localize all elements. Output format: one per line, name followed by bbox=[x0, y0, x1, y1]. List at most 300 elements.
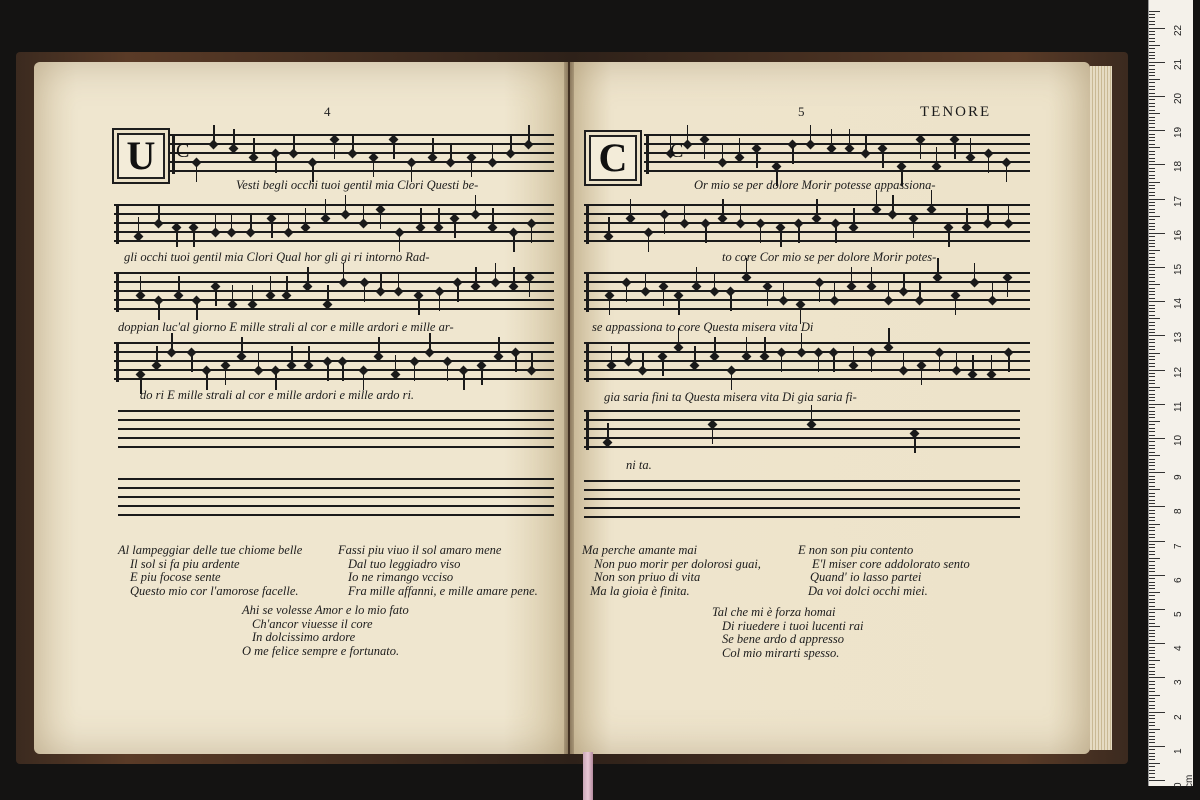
ruler-tick bbox=[1149, 140, 1155, 141]
note-stem bbox=[705, 225, 707, 243]
ruler-tick bbox=[1149, 729, 1160, 730]
music-staff bbox=[584, 480, 1020, 520]
note-stem bbox=[966, 208, 968, 226]
ruler-tick bbox=[1149, 291, 1155, 292]
note-stem bbox=[730, 293, 732, 311]
note-stem bbox=[664, 216, 666, 234]
ruler-tick bbox=[1149, 558, 1160, 559]
ruler-tick bbox=[1149, 766, 1155, 767]
ruler-tick bbox=[1149, 770, 1155, 771]
ruler-tick bbox=[1149, 746, 1165, 747]
ruler-tick bbox=[1149, 69, 1155, 70]
note-stem bbox=[399, 234, 401, 252]
ruler-tick bbox=[1149, 424, 1155, 425]
note-stem bbox=[515, 354, 517, 372]
ruler-tick bbox=[1149, 606, 1155, 607]
note-stem bbox=[818, 354, 820, 372]
music-staff bbox=[118, 478, 554, 518]
verse-line: In dolcissimo ardore bbox=[252, 630, 356, 644]
ruler-label: 6 bbox=[1173, 577, 1184, 583]
ruler-tick bbox=[1149, 753, 1155, 754]
ruler-tick bbox=[1149, 229, 1155, 230]
staff-line bbox=[170, 143, 554, 145]
note-stem bbox=[831, 129, 833, 147]
left-initial-letter bbox=[112, 128, 170, 184]
clef-mark bbox=[116, 204, 127, 244]
ruler-tick bbox=[1149, 161, 1155, 162]
note-stem bbox=[849, 129, 851, 147]
ruler-tick bbox=[1149, 588, 1155, 589]
note-stem bbox=[140, 276, 142, 294]
ruler-tick bbox=[1149, 219, 1155, 220]
ruler-tick bbox=[1149, 58, 1155, 59]
verse-line: Tal che mi è forza homai bbox=[712, 605, 836, 619]
ruler-tick bbox=[1149, 123, 1155, 124]
ruler-tick bbox=[1149, 647, 1155, 648]
ruler-tick bbox=[1149, 151, 1155, 152]
note-stem bbox=[191, 354, 193, 372]
ruler-tick bbox=[1149, 739, 1155, 740]
ruler-tick bbox=[1149, 31, 1155, 32]
ruler-tick bbox=[1149, 376, 1155, 377]
note-stem bbox=[380, 272, 382, 290]
note-stem bbox=[343, 263, 345, 281]
ruler-tick bbox=[1149, 452, 1155, 453]
note-stem bbox=[851, 267, 853, 285]
staff-line bbox=[584, 369, 1030, 371]
ruler-tick bbox=[1149, 267, 1165, 268]
note-stem bbox=[334, 141, 336, 159]
note-stem bbox=[378, 337, 380, 355]
music-staff bbox=[584, 410, 1020, 450]
running-head: TENORE bbox=[920, 104, 992, 120]
note-stem bbox=[531, 351, 533, 369]
note-stem bbox=[648, 234, 650, 252]
ruler-tick bbox=[1149, 99, 1155, 100]
staff-line bbox=[584, 351, 1030, 353]
note-stem bbox=[833, 354, 835, 372]
note-stem bbox=[792, 146, 794, 164]
ruler-tick bbox=[1149, 158, 1155, 159]
ruler-tick bbox=[1149, 332, 1155, 333]
note-stem bbox=[798, 225, 800, 243]
initial-letter-glyph: C bbox=[598, 135, 628, 180]
staff-line bbox=[114, 240, 554, 242]
note-stem bbox=[463, 372, 465, 390]
note-stem bbox=[196, 164, 198, 182]
ruler-tick bbox=[1149, 212, 1155, 213]
note-stem bbox=[888, 281, 890, 299]
ruler-tick bbox=[1149, 72, 1155, 73]
note-stem bbox=[974, 263, 976, 281]
initial-letter-glyph: U bbox=[126, 133, 156, 178]
music-staff bbox=[584, 272, 1030, 312]
left-page-number: 4 bbox=[324, 104, 331, 119]
note-stem bbox=[380, 211, 382, 229]
staff-line bbox=[114, 222, 554, 224]
ruler-tick bbox=[1149, 370, 1165, 371]
staff-line bbox=[118, 505, 554, 507]
ruler-tick bbox=[1149, 695, 1160, 696]
staff-line bbox=[584, 240, 1030, 242]
staff-line bbox=[584, 308, 1030, 310]
note-stem bbox=[495, 263, 497, 281]
ruler-tick bbox=[1149, 199, 1165, 200]
note-stem bbox=[308, 346, 310, 364]
ruler-tick bbox=[1149, 472, 1165, 473]
note-stem bbox=[352, 134, 354, 152]
note-stem bbox=[206, 372, 208, 390]
staff-line bbox=[584, 507, 1020, 509]
staff-line bbox=[170, 170, 554, 172]
ruler-tick bbox=[1149, 79, 1160, 80]
ruler-tick bbox=[1149, 240, 1155, 241]
ruler-tick bbox=[1149, 554, 1155, 555]
note-stem bbox=[286, 276, 288, 294]
ruler-tick bbox=[1149, 65, 1155, 66]
verse-line: Non son priuo di vita bbox=[594, 570, 701, 584]
note-stem bbox=[608, 217, 610, 235]
ruler-label: 20 bbox=[1173, 92, 1184, 104]
staff-line bbox=[584, 437, 1020, 439]
ruler-tick bbox=[1149, 250, 1160, 251]
clef-mark bbox=[116, 272, 127, 312]
ruler-tick bbox=[1149, 270, 1155, 271]
ruler-tick bbox=[1149, 209, 1155, 210]
note-stem bbox=[1008, 204, 1010, 222]
note-stem bbox=[816, 199, 818, 217]
staff-line bbox=[584, 480, 1020, 482]
measurement-ruler bbox=[1148, 0, 1193, 786]
ruler-tick bbox=[1149, 366, 1155, 367]
ruler-tick bbox=[1149, 192, 1155, 193]
note-stem bbox=[678, 297, 680, 315]
ruler-tick bbox=[1149, 120, 1155, 121]
note-stem bbox=[865, 134, 867, 152]
ruler-tick bbox=[1149, 513, 1155, 514]
ruler-label: 13 bbox=[1173, 332, 1184, 344]
staff-line bbox=[584, 516, 1020, 518]
ruler-tick bbox=[1149, 390, 1155, 391]
ruler-tick bbox=[1149, 45, 1160, 46]
note-stem bbox=[853, 346, 855, 364]
ruler-tick bbox=[1149, 650, 1155, 651]
staff-line bbox=[114, 272, 554, 274]
ruler-tick bbox=[1149, 182, 1160, 183]
note-stem bbox=[801, 333, 803, 351]
note-stem bbox=[992, 281, 994, 299]
ruler-tick bbox=[1149, 660, 1160, 661]
ruler-tick bbox=[1149, 318, 1160, 319]
ruler-tick bbox=[1149, 144, 1155, 145]
staff-line bbox=[118, 410, 554, 412]
note-stem bbox=[1008, 354, 1010, 372]
ruler-tick bbox=[1149, 681, 1155, 682]
ruler-tick bbox=[1149, 130, 1165, 131]
ruler-tick bbox=[1149, 431, 1155, 432]
ruler-tick bbox=[1149, 653, 1155, 654]
ruler-tick bbox=[1149, 24, 1155, 25]
staff-line bbox=[584, 446, 1020, 448]
ruler-tick bbox=[1149, 561, 1155, 562]
note-stem bbox=[609, 297, 611, 315]
ruler-tick bbox=[1149, 21, 1155, 22]
ruler-tick bbox=[1149, 701, 1155, 702]
note-stem bbox=[722, 199, 724, 217]
ruler-tick bbox=[1149, 223, 1155, 224]
staff-line bbox=[584, 222, 1030, 224]
note-stem bbox=[364, 284, 366, 302]
clef-mark bbox=[586, 342, 597, 382]
ruler-tick bbox=[1149, 691, 1155, 692]
ruler-tick bbox=[1149, 188, 1155, 189]
ruler-tick bbox=[1149, 756, 1155, 757]
note-stem bbox=[871, 354, 873, 372]
note-stem bbox=[939, 354, 941, 372]
ruler-tick bbox=[1149, 277, 1155, 278]
ruler-tick bbox=[1149, 749, 1155, 750]
note-stem bbox=[457, 284, 459, 302]
note-stem bbox=[291, 346, 293, 364]
staff-line bbox=[114, 231, 554, 233]
note-stem bbox=[138, 217, 140, 235]
ruler-tick bbox=[1149, 89, 1155, 90]
music-staff bbox=[118, 410, 554, 450]
ruler-tick bbox=[1149, 469, 1155, 470]
note-stem bbox=[432, 138, 434, 156]
ruler-tick bbox=[1149, 705, 1155, 706]
note-stem bbox=[327, 363, 329, 381]
ruler-tick bbox=[1149, 110, 1155, 111]
ruler-tick bbox=[1149, 311, 1155, 312]
ruler-tick bbox=[1149, 298, 1155, 299]
verse-stanza bbox=[798, 544, 970, 598]
ruler-tick bbox=[1149, 489, 1160, 490]
verse-line: Dal tuo leggiadro viso bbox=[348, 556, 461, 571]
note-stem bbox=[420, 208, 422, 226]
ruler-tick bbox=[1149, 780, 1165, 781]
ruler-tick bbox=[1149, 171, 1155, 172]
note-stem bbox=[919, 281, 921, 299]
staff-line bbox=[114, 369, 554, 371]
staff-line bbox=[114, 308, 554, 310]
ruler-tick bbox=[1149, 671, 1155, 672]
ruler-tick bbox=[1149, 541, 1165, 542]
music-staff bbox=[114, 272, 554, 312]
verse-stanza bbox=[712, 606, 864, 660]
note-stem bbox=[712, 426, 714, 444]
note-stem bbox=[395, 355, 397, 373]
note-stem bbox=[158, 204, 160, 222]
ruler-tick bbox=[1149, 503, 1155, 504]
ruler-tick bbox=[1149, 428, 1155, 429]
music-staff bbox=[584, 342, 1030, 382]
ruler-tick bbox=[1149, 643, 1165, 644]
note-stem bbox=[835, 225, 837, 243]
note-stem bbox=[731, 372, 733, 390]
ruler-tick bbox=[1149, 308, 1155, 309]
staff-line bbox=[118, 478, 554, 480]
ruler-tick bbox=[1149, 28, 1165, 29]
note-stem bbox=[810, 125, 812, 143]
staff-line bbox=[644, 170, 1030, 172]
verse-line: Fassi piu viuo il sol amaro mene bbox=[338, 543, 502, 557]
verse-line: E'l miser core addolorato sento bbox=[812, 556, 970, 571]
note-stem bbox=[454, 220, 456, 238]
note-stem bbox=[746, 337, 748, 355]
ruler-tick bbox=[1149, 500, 1155, 501]
ruler-tick bbox=[1149, 674, 1155, 675]
note-stem bbox=[414, 363, 416, 381]
lyric-line: ni ta. bbox=[626, 458, 652, 472]
note-stem bbox=[215, 213, 217, 231]
ruler-label: 0 cm bbox=[1173, 774, 1195, 788]
ruler-tick bbox=[1149, 342, 1155, 343]
ruler-tick bbox=[1149, 294, 1155, 295]
staff-line bbox=[644, 161, 1030, 163]
note-stem bbox=[178, 276, 180, 294]
verse-stanza bbox=[118, 544, 302, 598]
note-stem bbox=[913, 220, 915, 238]
staff-line bbox=[584, 419, 1020, 421]
clef-mark bbox=[116, 342, 127, 382]
note-stem bbox=[513, 234, 515, 252]
ruler-tick bbox=[1149, 281, 1155, 282]
ruler-label: 4 bbox=[1173, 645, 1184, 652]
verse-stanza bbox=[242, 604, 409, 658]
note-stem bbox=[233, 129, 235, 147]
ruler-tick bbox=[1149, 742, 1155, 743]
ruler-tick bbox=[1149, 623, 1155, 624]
note-stem bbox=[914, 435, 916, 453]
ruler-tick bbox=[1149, 708, 1155, 709]
music-staff bbox=[114, 342, 554, 382]
note-stem bbox=[892, 195, 894, 213]
note-stem bbox=[345, 195, 347, 213]
ruler-tick bbox=[1149, 551, 1155, 552]
right-page-number: 5 bbox=[798, 104, 805, 119]
note-stem bbox=[988, 155, 990, 173]
ruler-label: 19 bbox=[1173, 127, 1184, 139]
ruler-tick bbox=[1149, 315, 1155, 316]
ruler-tick bbox=[1149, 34, 1155, 35]
ruler-tick bbox=[1149, 205, 1155, 206]
ruler-tick bbox=[1149, 349, 1155, 350]
note-stem bbox=[662, 358, 664, 376]
staff-line bbox=[584, 378, 1030, 380]
note-stem bbox=[882, 150, 884, 168]
ruler-label: 17 bbox=[1173, 195, 1184, 207]
note-stem bbox=[972, 355, 974, 373]
music-staff bbox=[114, 204, 554, 244]
ruler-tick bbox=[1149, 571, 1155, 572]
ruler-tick bbox=[1149, 48, 1155, 49]
staff-line bbox=[584, 410, 1020, 412]
note-stem bbox=[888, 328, 890, 346]
note-stem bbox=[819, 284, 821, 302]
note-stem bbox=[871, 267, 873, 285]
note-stem bbox=[275, 155, 277, 173]
staff-line bbox=[584, 342, 1030, 344]
note-stem bbox=[342, 363, 344, 381]
note-stem bbox=[921, 367, 923, 385]
ruler-tick bbox=[1149, 510, 1155, 511]
ruler-tick bbox=[1149, 527, 1155, 528]
ruler-tick bbox=[1149, 356, 1155, 357]
ruler-tick bbox=[1149, 373, 1155, 374]
ruler-tick bbox=[1149, 185, 1155, 186]
note-stem bbox=[642, 351, 644, 369]
note-stem bbox=[714, 272, 716, 290]
ruler-label: 12 bbox=[1173, 366, 1184, 378]
staff-line bbox=[584, 213, 1030, 215]
note-stem bbox=[607, 423, 609, 441]
ruler-tick bbox=[1149, 599, 1155, 600]
ruler-label: 10 bbox=[1173, 434, 1184, 446]
note-stem bbox=[937, 258, 939, 276]
ruler-tick bbox=[1149, 38, 1155, 39]
ruler-tick bbox=[1149, 565, 1155, 566]
ruler-tick bbox=[1149, 216, 1160, 217]
ruler-tick bbox=[1149, 62, 1165, 63]
note-stem bbox=[241, 337, 243, 355]
note-stem bbox=[253, 138, 255, 156]
note-stem bbox=[418, 297, 420, 315]
staff-line bbox=[584, 360, 1030, 362]
staff-line bbox=[584, 281, 1030, 283]
note-stem bbox=[363, 204, 365, 222]
clef-mark bbox=[586, 272, 597, 312]
ruler-tick bbox=[1149, 154, 1155, 155]
note-stem bbox=[626, 284, 628, 302]
ruler-tick bbox=[1149, 506, 1165, 507]
note-stem bbox=[714, 337, 716, 355]
verse-line: Da voi dolci occhi miei. bbox=[808, 583, 928, 598]
music-staff bbox=[584, 204, 1030, 244]
ruler-tick bbox=[1149, 616, 1155, 617]
ruler-tick bbox=[1149, 722, 1155, 723]
ruler-tick bbox=[1149, 52, 1155, 53]
ruler-tick bbox=[1149, 592, 1160, 593]
ruler-tick bbox=[1149, 517, 1155, 518]
ruler-tick bbox=[1149, 725, 1155, 726]
note-stem bbox=[471, 159, 473, 177]
verse-line: O me felice sempre e fortunato. bbox=[242, 643, 400, 658]
ruler-tick bbox=[1149, 441, 1155, 442]
note-stem bbox=[275, 372, 277, 390]
ruler-tick bbox=[1149, 383, 1155, 384]
ruler-tick bbox=[1149, 435, 1155, 436]
staff-line bbox=[644, 143, 1030, 145]
lyric-line: do ri E mille strali al cor e mille ardori e mille ardo ri. bbox=[140, 388, 415, 402]
lyric-line: doppian luc'al giorno E mille strali al cor e mille ardori e mille ar- bbox=[118, 320, 454, 334]
staff-line bbox=[118, 428, 554, 430]
note-stem bbox=[956, 351, 958, 369]
verse-stanza bbox=[338, 544, 538, 598]
note-stem bbox=[373, 159, 375, 177]
note-stem bbox=[529, 279, 531, 297]
note-stem bbox=[325, 199, 327, 217]
ruler-tick bbox=[1149, 493, 1155, 494]
ruler-tick bbox=[1149, 575, 1165, 576]
note-stem bbox=[492, 208, 494, 226]
ruler-tick bbox=[1149, 329, 1155, 330]
ruler-tick bbox=[1149, 322, 1155, 323]
mensuration-sign: C bbox=[670, 140, 684, 162]
note-stem bbox=[760, 225, 762, 243]
note-stem bbox=[987, 204, 989, 222]
ruler-tick bbox=[1149, 397, 1155, 398]
